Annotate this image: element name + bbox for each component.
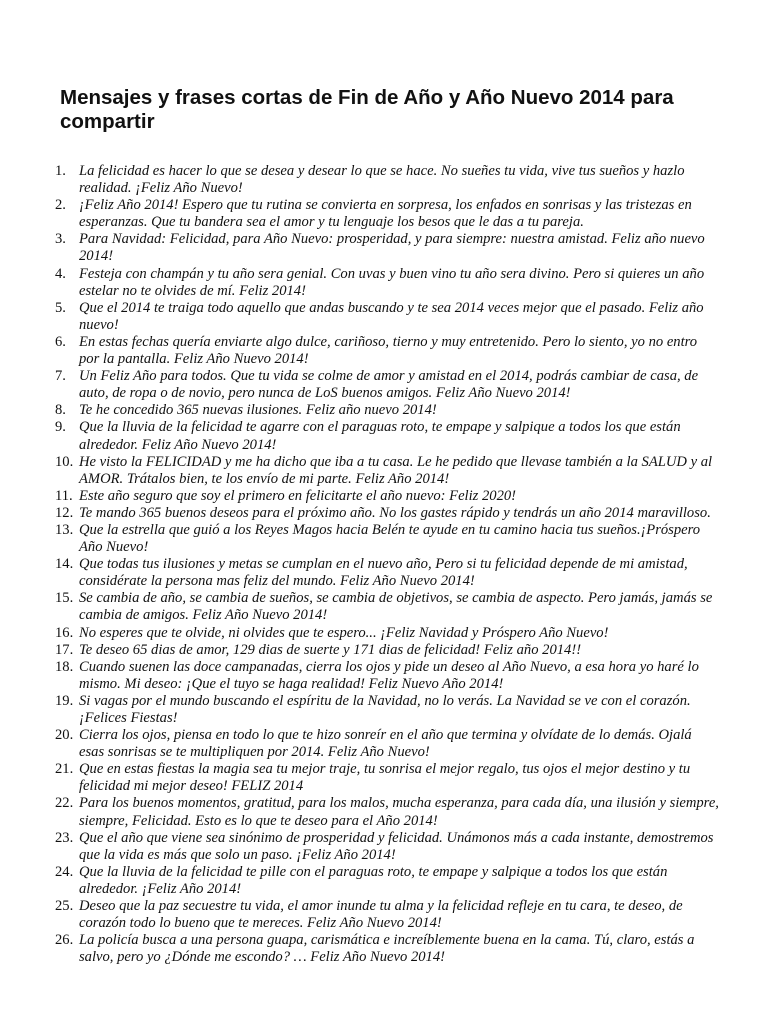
list-item-text: Que la lluvia de la felicidad te pille con el paraguas roto, te empape y salpique a todos los que están alrededor. ¡Feliz Año 2014! — [79, 863, 668, 897]
list-item-number: 26. — [55, 932, 74, 949]
list-item-text: ¡Feliz Año 2014! Espero que tu rutina se convierta en sorpresa, los enfados en sonrisas y las tristezas en esperanzas. Que tu bandera sea el amor y tu lenguaje los besos que le das a tu pareja. — [79, 197, 692, 231]
list-item — [0, 505, 719, 522]
list-item — [0, 693, 719, 727]
list-item-number: 16. — [55, 624, 74, 641]
list-item — [0, 402, 719, 419]
list-item-number: 23. — [55, 829, 74, 846]
list-item-text: Que en estas fiestas la magia sea tu mejor traje, tu sonrisa el mejor regalo, tus ojos el mejor destino y tu felicidad mi mejor deseo! FELIZ 2014 — [79, 761, 691, 795]
list-item — [0, 231, 719, 265]
list-item — [0, 522, 719, 556]
list-item — [0, 454, 719, 488]
list-item — [0, 830, 719, 864]
list-item — [0, 556, 719, 590]
list-item-text: Si vagas por el mundo buscando el espíritu de la Navidad, no lo verás. La Navidad se ve con el corazón. ¡Felices Fiestas! — [79, 692, 691, 726]
list-item-text: No esperes que te olvide, ni olvides que te espero... ¡Feliz Navidad y Próspero Año Nuevo! — [79, 624, 609, 641]
list-item-text: Este año seguro que soy el primero en felicitarte el año nuevo: Feliz 2020! — [79, 487, 517, 504]
list-item-text: He visto la FELICIDAD y me ha dicho que iba a tu casa. Le he pedido que llevase también a la SALUD y al AMOR. Trátalos bien, te los envío de mi parte. Feliz Año 2014! — [79, 453, 713, 487]
list-item — [0, 590, 719, 624]
list-item-number: 15. — [55, 590, 74, 607]
list-item-text: Deseo que la paz secuestre tu vida, el amor inunde tu alma y la felicidad refleje en tu cara, te deseo, de corazón todo lo bueno que te mereces. Feliz Año Nuevo 2014! — [79, 898, 683, 932]
list-item — [0, 795, 719, 829]
list-item — [0, 368, 719, 402]
list-item-number: 1. — [55, 163, 66, 179]
list-item-text: Cierra los ojos, piensa en todo lo que te hizo sonreír en el año que termina y olvídate de lo demás. Ojalá esas sonrisas se te multipliquen por 2014. Feliz Año Nuevo! — [79, 727, 692, 761]
list-item-text: Cuando suenen las doce campanadas, cierra los ojos y pide un deseo al Año Nuevo, a esa hora yo haré lo mismo. Mi deseo: ¡Que el tuyo se haga realidad! Feliz Nuevo Año 2014! — [79, 658, 699, 692]
list-item-number: 9. — [55, 419, 66, 436]
list-item-text: Para Navidad: Felicidad, para Año Nuevo: prosperidad, y para siempre: nuestra amistad. Feliz año nuevo 2014! — [79, 231, 705, 265]
list-item-text: La felicidad es hacer lo que se desea y desear lo que se hace. No sueñes tu vida, vive tus sueños y hazlo realidad. ¡Feliz Año Nuevo! — [79, 163, 685, 197]
list-item-number: 20. — [55, 727, 74, 744]
list-item-text: Que la lluvia de la felicidad te agarre con el paraguas roto, te empape y salpique a todos los que están alrededor. Feliz Año Nuevo 2014! — [79, 419, 681, 453]
list-item-number: 8. — [55, 402, 66, 419]
list-item — [0, 727, 719, 761]
list-item-number: 2. — [55, 197, 66, 214]
list-item-text: Te mando 365 buenos deseos para el próximo año. No los gastes rápido y tendrás un año 2014 maravilloso. — [79, 504, 711, 521]
list-item-text: Un Feliz Año para todos. Que tu vida se colme de amor y amistad en el 2014, podrás cambiar de casa, de auto, de ropa o de novio, pero nunca de LoS buenos amigos. Feliz Año Nuevo 2014! — [79, 368, 699, 402]
list-item — [0, 334, 719, 368]
list-item-number: 24. — [55, 863, 74, 880]
list-item-number: 7. — [55, 368, 66, 385]
list-item-number: 3. — [55, 231, 66, 248]
document-title: Mensajes y frases cortas de Fin de Año y Año Nuevo 2014 para compartir — [60, 86, 674, 133]
list-item-text: Que la estrella que guió a los Reyes Magos hacia Belén te ayude en tu camino hacia tus sueños.¡Próspero Año Nuevo! — [79, 521, 701, 556]
list-item — [0, 488, 719, 505]
list-item-number: 10. — [55, 453, 74, 470]
list-item-number: 6. — [55, 333, 66, 350]
list-item — [0, 419, 719, 453]
list-item-number: 13. — [55, 521, 74, 538]
list-item-text: Que el año que viene sea sinónimo de prosperidad y felicidad. Unámonos más a cada instante, demostremos que la vida es más que solo un paso. ¡Feliz Año 2014! — [79, 829, 714, 863]
list-item — [0, 163, 719, 197]
list-item-text: Se cambia de año, se cambia de sueños, se cambia de objetivos, se cambia de aspecto. Pero jamás, jamás se cambia de amigos. Feliz Año Nuevo 2014! — [79, 590, 713, 624]
list-item-number: 21. — [55, 761, 74, 778]
list-item — [0, 300, 719, 334]
list-item-text: Para los buenos momentos, gratitud, para los malos, mucha esperanza, para cada día, una ilusión y siempre, siempre, Felicidad. Esto es lo que te deseo para el Año 2014! — [79, 795, 719, 829]
list-item-text: Que el 2014 te traiga todo aquello que andas buscando y te sea 2014 veces mejor que el pasado. Feliz año nuevo! — [79, 299, 704, 333]
list-item-text: En estas fechas quería enviarte algo dulce, cariñoso, tierno y muy entretenido. Pero lo siento, yo no entro por la pantalla. Feliz Año Nuevo 2014! — [79, 333, 698, 368]
list-item — [0, 761, 719, 795]
list-item-number: 22. — [55, 795, 74, 812]
list-item — [0, 898, 719, 932]
list-item-number: 25. — [55, 898, 74, 915]
list-item-number: 11. — [55, 487, 73, 504]
list-item-number: 4. — [55, 265, 66, 282]
list-item — [0, 625, 719, 642]
list-item-number: 5. — [55, 299, 66, 316]
message-list — [0, 163, 768, 966]
list-item-text: Te he concedido 365 nuevas ilusiones. Feliz año nuevo 2014! — [79, 402, 437, 419]
list-item-number: 19. — [55, 692, 74, 709]
list-item — [0, 266, 719, 300]
list-item — [0, 932, 719, 966]
list-item — [0, 642, 719, 659]
list-item-text: Te deseo 65 dias de amor, 129 dias de suerte y 171 dias de felicidad! Feliz año 2014!! — [79, 641, 582, 658]
list-item-number: 17. — [55, 641, 74, 658]
list-item-text: Que todas tus ilusiones y metas se cumplan en el nuevo año, Pero si tu felicidad depende de mi amistad, considérate la persona mas feliz del mundo. Feliz Año Nuevo 2014! — [79, 556, 688, 590]
list-item — [0, 864, 719, 898]
list-item — [0, 197, 719, 231]
list-item-number: 18. — [55, 658, 74, 675]
list-item-text: La policía busca a una persona guapa, carismática e increíblemente buena en la cama. Tú, claro, estás a salvo, pero yo ¿Dónde me escondo? … Feliz Año Nuevo 2014! — [79, 932, 695, 966]
list-item-number: 12. — [55, 504, 74, 521]
list-item — [0, 659, 719, 693]
list-item-text: Festeja con champán y tu año sera genial. Con uvas y buen vino tu año sera divino. Pero si quieres un año estelar no te olvides de mí. Feliz 2014! — [79, 265, 705, 299]
list-item-number: 14. — [55, 556, 74, 573]
